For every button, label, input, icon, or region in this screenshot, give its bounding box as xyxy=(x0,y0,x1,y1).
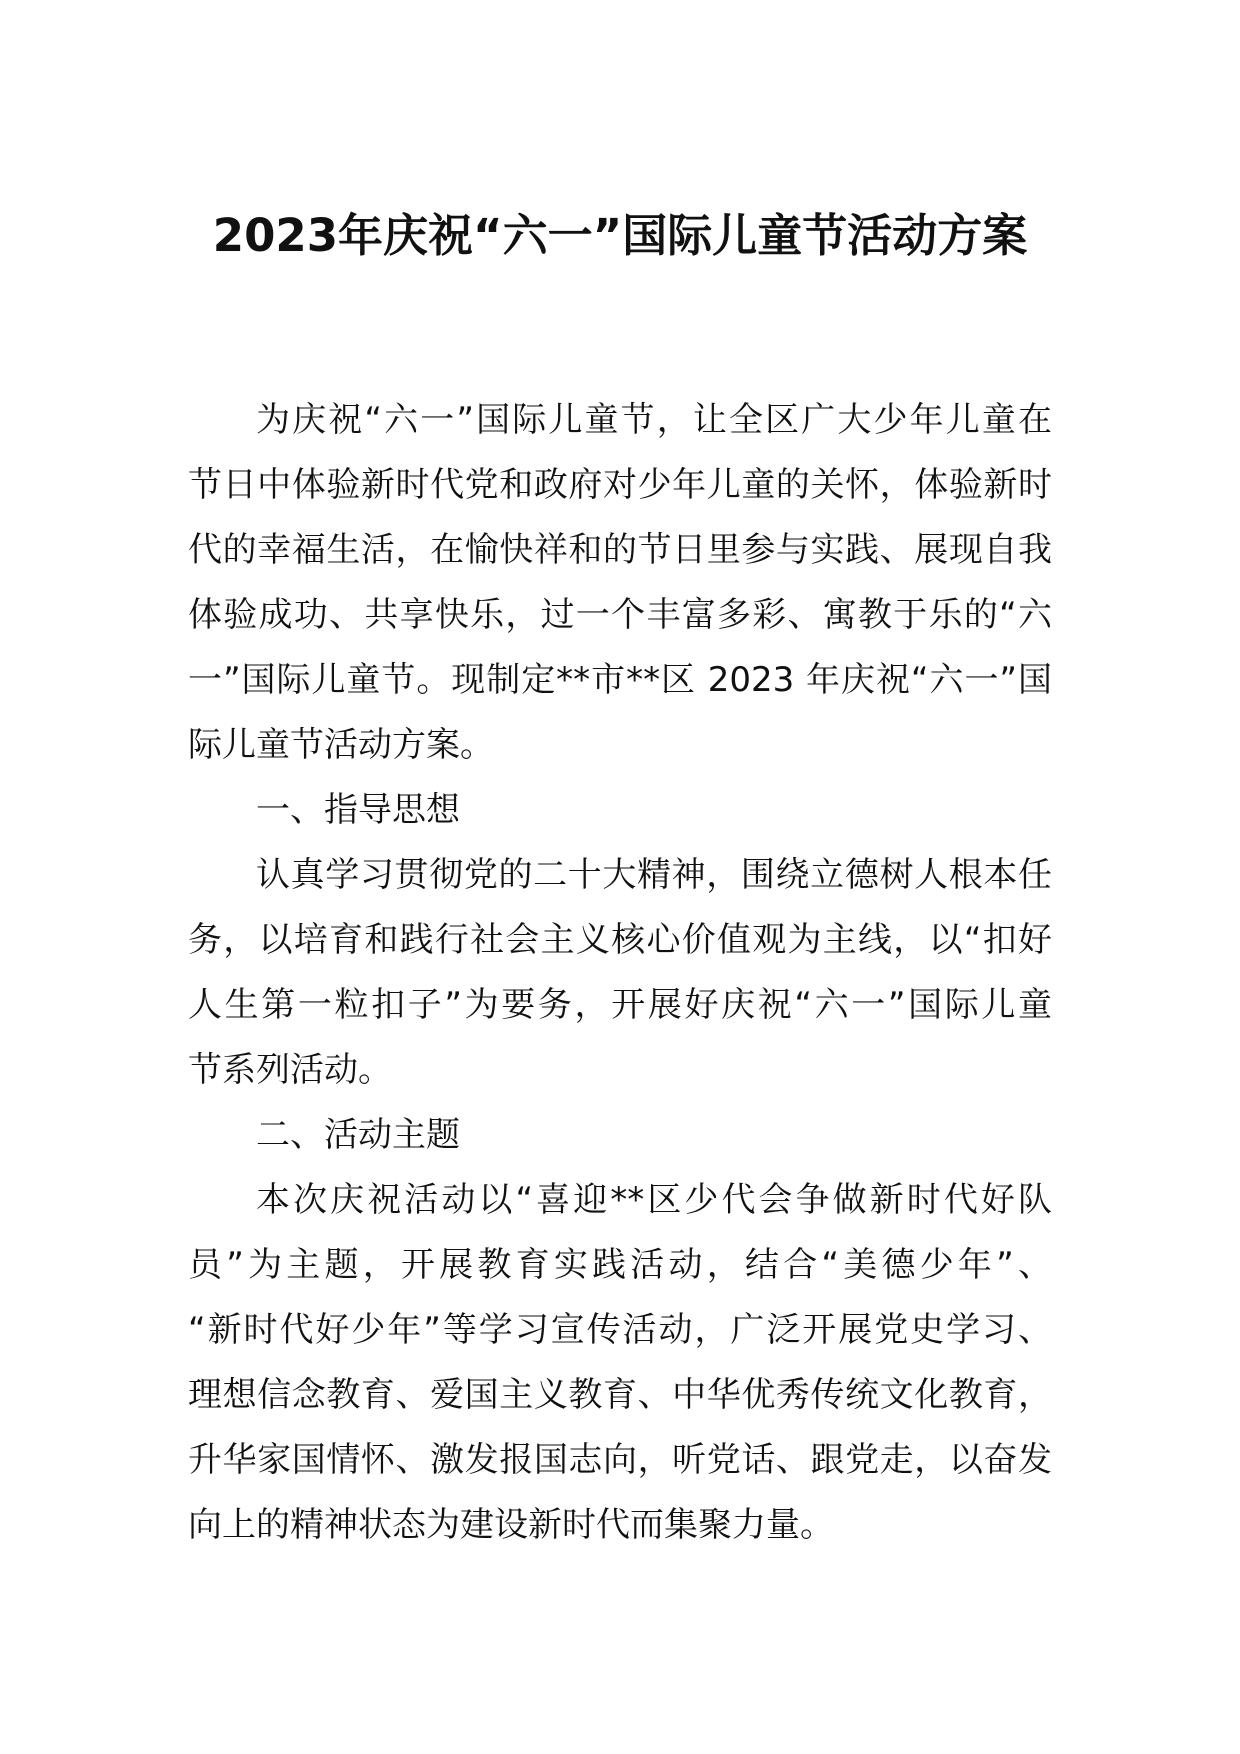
body-line: 为庆祝“六一”国际儿童节，让全区广大少年儿童在 xyxy=(256,400,1052,440)
document-body xyxy=(188,388,1052,1558)
body-line: 人生第一粒扣子”为要务，开展好庆祝“六一”国际儿童 xyxy=(188,985,1052,1025)
body-line: 节日中体验新时代党和政府对少年儿童的关怀，体验新时 xyxy=(188,465,1052,505)
body-line: 体验成功、共享快乐，过一个丰富多彩、寓教于乐的“六 xyxy=(188,595,1052,635)
body-line: “新时代好少年”等学习宣传活动，广泛开展党史学习、 xyxy=(188,1310,1052,1350)
body-line: 务，以培育和践行社会主义核心价值观为主线，以“扣好 xyxy=(188,920,1052,960)
body-line: 际儿童节活动方案。 xyxy=(188,725,494,765)
body-line: 一、指导思想 xyxy=(256,790,460,830)
body-line: 代的幸福生活，在愉快祥和的节日里参与实践、展现自我 xyxy=(188,530,1052,570)
body-line: 节系列活动。 xyxy=(188,1050,392,1090)
body-line: 向上的精神状态为建设新时代而集聚力量。 xyxy=(188,1505,834,1545)
body-line: 认真学习贯彻党的二十大精神，围绕立德树人根本任 xyxy=(256,855,1052,895)
document-title: 2023年庆祝“六一”国际儿童节活动方案 xyxy=(212,209,1028,262)
body-line: 本次庆祝活动以“喜迎**区少代会争做新时代好队 xyxy=(256,1180,1052,1220)
body-line: 升华家国情怀、激发报国志向，听党话、跟党走，以奋发 xyxy=(188,1440,1052,1480)
body-line: 员”为主题，开展教育实践活动，结合“美德少年”、 xyxy=(188,1245,1052,1285)
body-line: 一”国际儿童节。现制定**市**区 2023 年庆祝“六一”国 xyxy=(188,660,1052,700)
body-line: 二、活动主题 xyxy=(256,1115,460,1155)
body-line: 理想信念教育、爱国主义教育、中华优秀传统文化教育， xyxy=(188,1375,1052,1415)
